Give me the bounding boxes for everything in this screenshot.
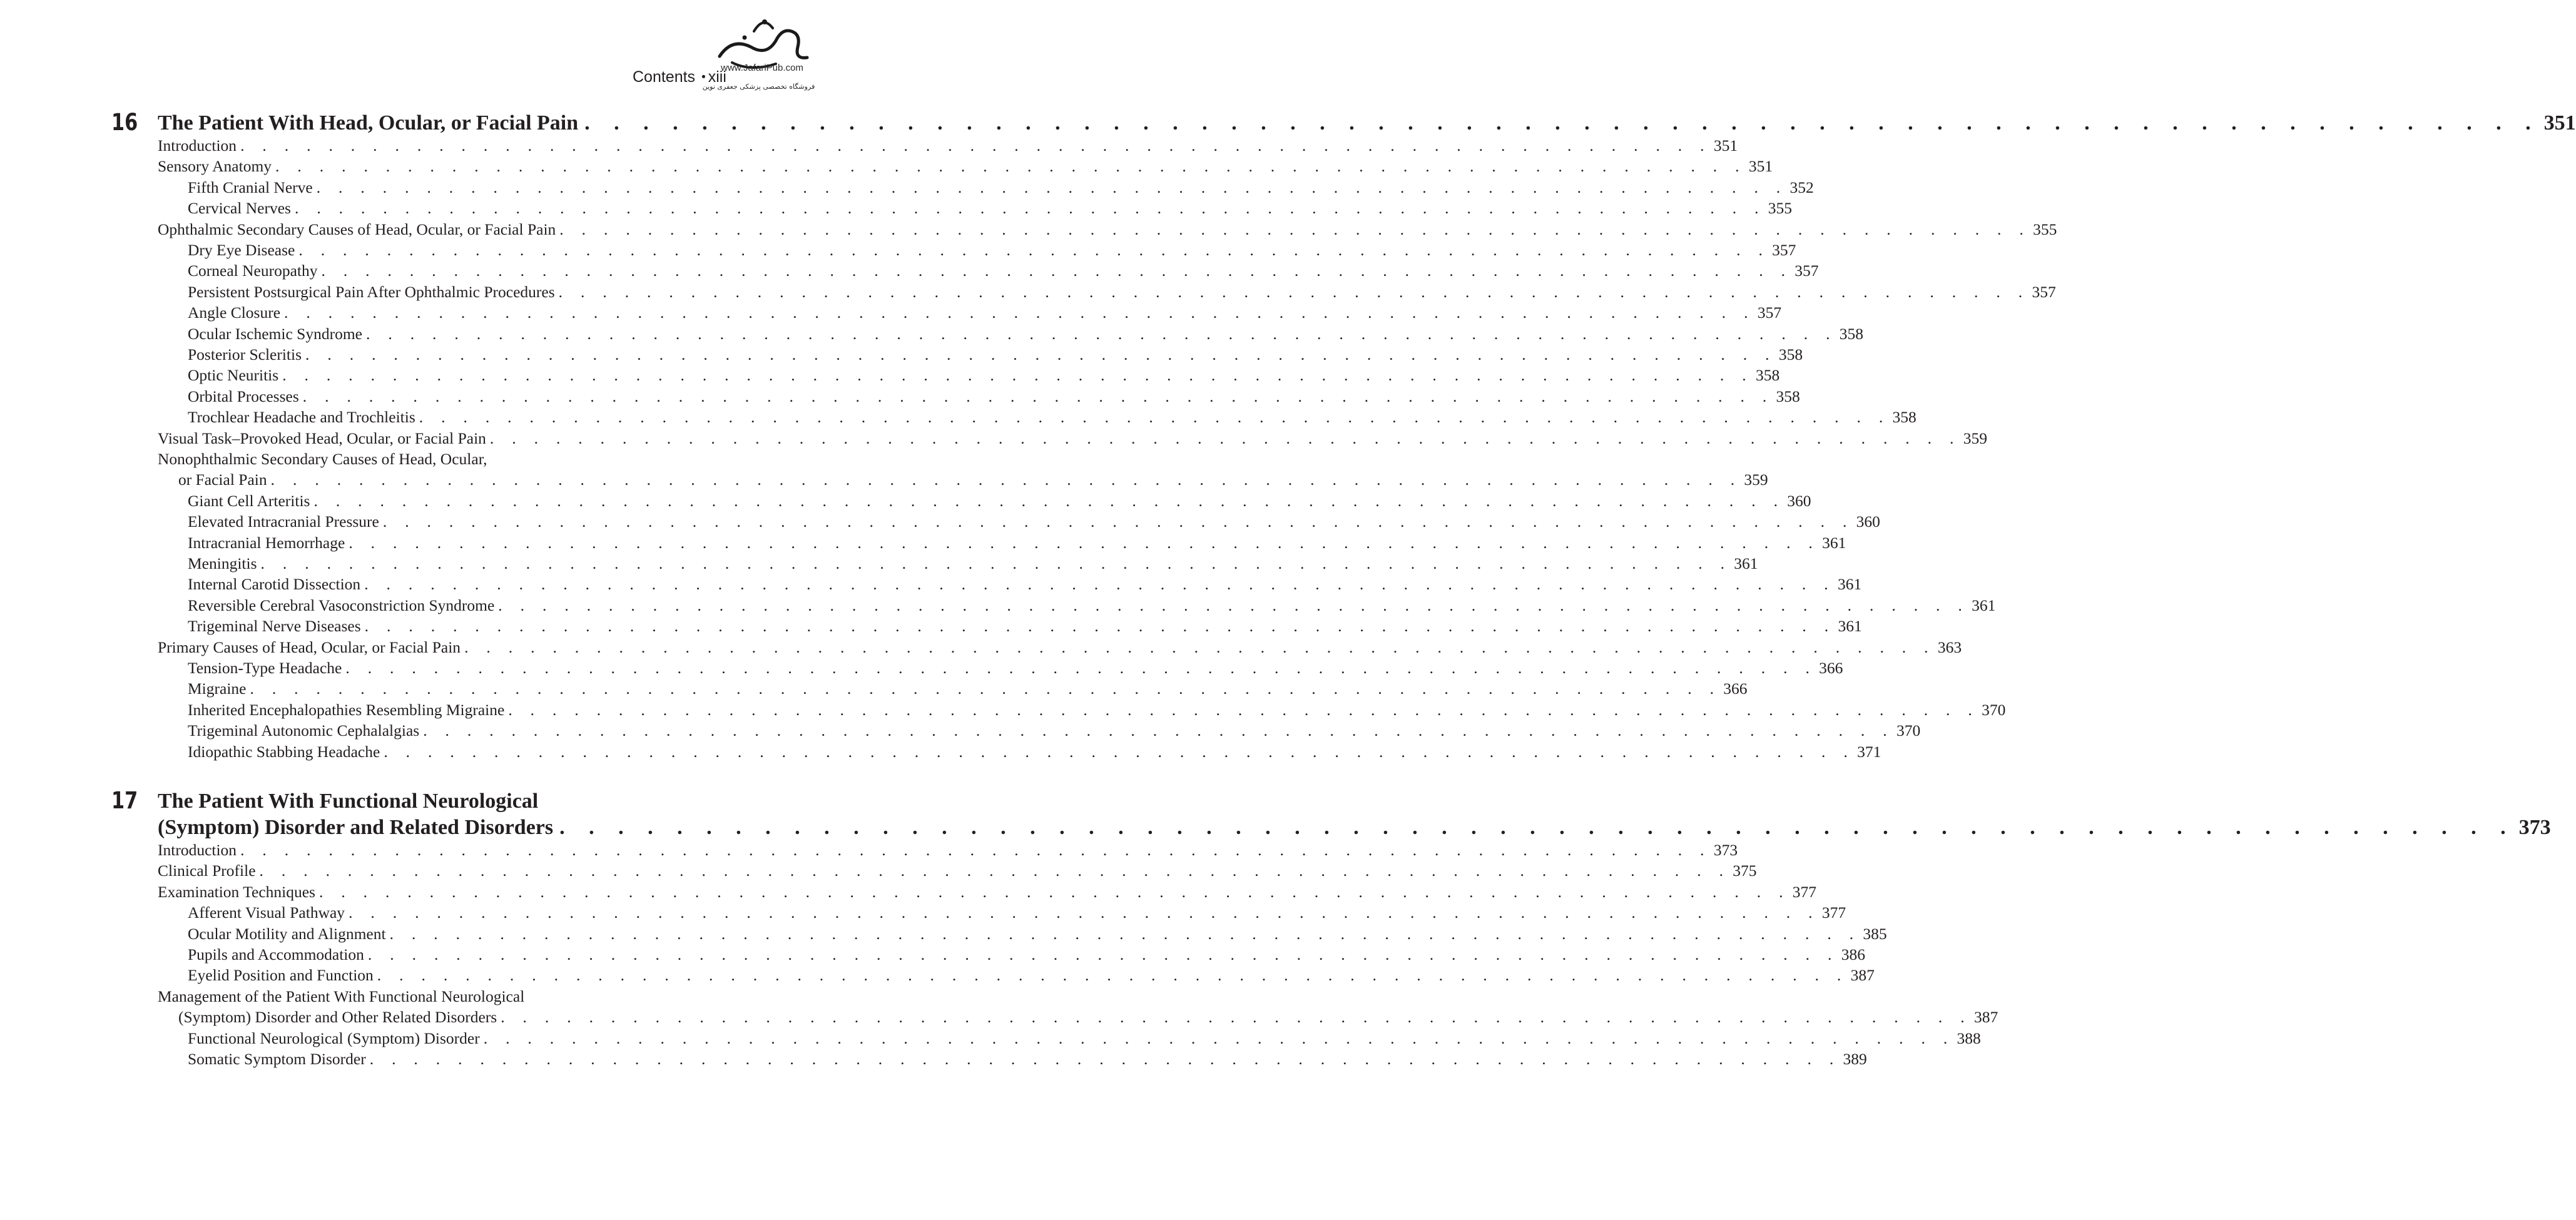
toc-entry[interactable] bbox=[158, 987, 745, 1008]
toc-entry-label: Introduction bbox=[158, 136, 237, 155]
toc-entry-label: Trigeminal Autonomic Cephalalgias bbox=[188, 721, 420, 740]
dot-leader: . . . . . . . . . . . . . . . . . . . . . . . . . . . . . . . . . . . . . . . . . . . . . . . . . . . . . . . . . . . . . . . . . . . bbox=[558, 282, 2030, 301]
toc-entry-page: 375 bbox=[1733, 862, 1757, 880]
toc-entry-label: Cervical Nerves bbox=[188, 199, 291, 218]
toc-entry[interactable] bbox=[158, 429, 1987, 450]
toc-entry[interactable] bbox=[188, 387, 1800, 408]
toc-entry-page: 360 bbox=[1856, 512, 1880, 531]
toc-entry-page: 359 bbox=[1744, 470, 1768, 489]
toc-entry-label: Ocular Motility and Alignment bbox=[188, 924, 386, 943]
toc-entry[interactable] bbox=[158, 157, 1773, 178]
toc-entry-label: Meningitis bbox=[188, 554, 257, 572]
toc-entry-page: 377 bbox=[1792, 882, 1817, 901]
toc-entry[interactable] bbox=[158, 862, 1757, 882]
dot-leader: . . . . . . . . . . . . . . . . . . . . . . . . . . . . . . . . . . . . . . . . . . . . . . . . . . . . . . . . . . . . . . . . . . . bbox=[364, 575, 1835, 594]
toc-entry[interactable] bbox=[188, 966, 1875, 987]
dot-leader: . . . . . . . . . . . . . . . . . . . . . . . . . . . . . . . . . . . . . . . . . . . . . . . . . . . . . . . . . . . . . . . . . . . bbox=[423, 721, 1894, 740]
toc-entry-label: Functional Neurological (Symptom) Disorder bbox=[188, 1029, 480, 1047]
dot-leader: . . . . . . . . . . . . . . . . . . . . . . . . . . . . . . . . . . . . . . . . . . . . . . . . . . . . . . . . . . . . . . . . . . . bbox=[489, 429, 1961, 447]
dot-leader: . . . . . . . . . . . . . . . . . . . . . . . . . . . . . . . . . . . . . . . . . . . . . . . . . . . . . . . . . . . . . . . . . . . bbox=[349, 903, 1820, 922]
toc-entry[interactable] bbox=[188, 742, 1881, 763]
dot-leader: . . . . . . . . . . . . . . . . . . . . . . . . . . . . . . . . . . . . . . . . . . . . . . . . . . . . . . . . . . . . . . . . . . . bbox=[250, 679, 1721, 698]
dot-leader: . . . . . . . . . . . . . . . . . . . . . . . . . . . . . . . . . . . . . . . . . . . . . . . . . . . . . . . . . . . . . . . . . . . bbox=[302, 387, 1774, 405]
toc-entry-label: Reversible Cerebral Vasoconstriction Syndrome bbox=[188, 596, 495, 614]
toc-entry-page: 360 bbox=[1787, 491, 1811, 510]
toc-entry-page: 370 bbox=[1982, 700, 2006, 719]
toc-entry[interactable] bbox=[188, 700, 2006, 721]
toc-entry-label: Giant Cell Arteritis bbox=[188, 491, 310, 510]
dot-leader: . . . . . . . . . . . . . . . . . . . . . . . . . . . . . . . . . . . . . . . . . . . . . . . . . . . . . . . . . . . . . . . . . . . bbox=[305, 345, 1776, 363]
dot-leader: . . . . . . . . . . . . . . . . . . . . . . . . . . . . . . . . . . . . . . . . . . . . . . . . . . . . . . . . . . . . . . . . . . . bbox=[584, 111, 2540, 135]
toc-entry-page: 387 bbox=[1973, 1008, 1998, 1027]
dot-leader: . . . . . . . . . . . . . . . . . . . . . . . . . . . . . . . . . . . . . . . . . . . . . . . . . . . . . . . . . . . . . . . . . . . bbox=[367, 945, 1839, 963]
toc-entry[interactable] bbox=[158, 220, 2057, 241]
toc-entry[interactable] bbox=[188, 575, 1862, 596]
bullet-separator: • bbox=[701, 71, 706, 84]
dot-leader: . . . . . . . . . . . . . . . . . . . . . . . . . . . . . . . . . . . . . . . . . . . . . . . . . . . . . . . . . . . . . . . . . . . bbox=[282, 366, 1753, 385]
toc-entry[interactable] bbox=[188, 491, 1811, 512]
toc-entry-label: Nonophthalmic Secondary Causes of Head, Ocular, bbox=[158, 450, 487, 468]
toc-entry-page: 361 bbox=[1822, 533, 1846, 552]
toc-entry-label: (Symptom) Disorder and Other Related Disorders bbox=[178, 1008, 497, 1027]
toc-entry-label: Eyelid Position and Function bbox=[188, 966, 374, 985]
toc-entry[interactable] bbox=[188, 945, 1865, 966]
toc-entry-page: 387 bbox=[1850, 966, 1875, 985]
dot-leader: . . . . . . . . . . . . . . . . . . . . . . . . . . . . . . . . . . . . . . . . . . . . . . . . . . . . . . . . . . . . . . . . . . . bbox=[316, 178, 1788, 196]
toc-entry[interactable] bbox=[188, 303, 1782, 324]
toc-entry-page: 373 bbox=[1713, 841, 1738, 859]
toc-entry[interactable] bbox=[188, 596, 1996, 617]
chapter-title: (Symptom) Disorder and Related Disorders bbox=[158, 816, 554, 839]
dot-leader: . . . . . . . . . . . . . . . . . . . . . . . . . . . . . . . . . . . . . . . . . . . . . . . . . . . . . . . . . . . . . . . . . . . bbox=[345, 659, 1817, 677]
chapter-number: 16 bbox=[111, 109, 138, 136]
toc-entry-label: Orbital Processes bbox=[188, 387, 299, 405]
toc-entry-label: Tension-Type Headache bbox=[188, 659, 342, 677]
dot-leader: . . . . . . . . . . . . . . . . . . . . . . . . . . . . . . . . . . . . . . . . . . . . . . . . . . . . . . . . . . . . . . . . . . . bbox=[483, 1029, 1955, 1047]
dot-leader: . . . . . . . . . . . . . . . . . . . . . . . . . . . . . . . . . . . . . . . . . . . . . . . . . . . . . . . . . . . . . . . . . . . bbox=[349, 533, 1820, 552]
toc-entry-label: Ocular Ischemic Syndrome bbox=[188, 324, 362, 343]
toc-entry-label: Internal Carotid Dissection bbox=[188, 575, 361, 594]
toc-entry-label: Afferent Visual Pathway bbox=[188, 903, 345, 922]
toc-entry-label: or Facial Pain bbox=[178, 470, 267, 489]
page-header bbox=[0, 0, 845, 100]
toc-entry[interactable] bbox=[188, 554, 1758, 575]
toc-entry[interactable] bbox=[188, 178, 1814, 199]
dot-leader: . . . . . . . . . . . . . . . . . . . . . . . . . . . . . . . . . . . . . . . . . . . . . . . . . . . . . . . . . . . . . . . . . . . bbox=[270, 470, 1742, 489]
toc-entry-label: Posterior Scleritis bbox=[188, 345, 302, 363]
dot-leader: . . . . . . . . . . . . . . . . . . . . . . . . . . . . . . . . . . . . . . . . . . . . . . . . . . . . . . . . . . . . . . . . . . . bbox=[260, 554, 1732, 572]
page-number: xiii bbox=[708, 68, 726, 86]
toc-entry-label: Migraine bbox=[188, 679, 247, 698]
toc-entry-page: 357 bbox=[2032, 282, 2056, 301]
dot-leader: . . . . . . . . . . . . . . . . . . . . . . . . . . . . . . . . . . . . . . . . . . . . . . . . . . . . . . . . . . . . . . . . . . . bbox=[318, 882, 1790, 901]
dot-leader: . . . . . . . . . . . . . . . . . . . . . . . . . . . . . . . . . . . . . . . . . . . . . . . . . . . . . . . . . . . . . . . . . . . bbox=[384, 742, 1855, 761]
toc-entry[interactable] bbox=[188, 366, 1780, 387]
dot-leader: . . . . . . . . . . . . . . . . . . . . . . . . . . . . . . . . . . . . . . . . . . . . . . . . . . . . . . . . . . . . . . . . . . . bbox=[294, 199, 1766, 218]
toc-entry-page: 361 bbox=[1972, 596, 1996, 614]
dot-leader: . . . . . . . . . . . . . . . . . . . . . . . . . . . . . . . . . . . . . . . . . . . . . . . . . . . . . . . . . . . . . . . . . . . bbox=[240, 136, 1711, 155]
toc-entry[interactable] bbox=[188, 408, 1917, 429]
toc-entry[interactable] bbox=[188, 262, 1819, 282]
toc-entry-label: Somatic Symptom Disorder bbox=[188, 1050, 366, 1068]
dot-leader: . . . . . . . . . . . . . . . . . . . . . . . . . . . . . . . . . . . . . . . . . . . . . . . . . . . . . . . . . . . . . . . . . . . bbox=[382, 512, 1854, 531]
chapter-page[interactable]: 351 bbox=[2543, 111, 2576, 135]
toc-entry[interactable] bbox=[188, 659, 1843, 679]
toc-entry[interactable] bbox=[188, 924, 1887, 945]
toc-entry[interactable] bbox=[188, 679, 1748, 700]
toc-entry-label: Pupils and Accommodation bbox=[188, 945, 364, 963]
toc-entry-page: 370 bbox=[1896, 721, 1921, 740]
toc-entry-page: 363 bbox=[1937, 638, 1962, 656]
dot-leader: . . . . . . . . . . . . . . . . . . . . . . . . . . . . . . . . . . . . . . . . . . . . . . . . . . . . . . . . . . . . . . . . . . . bbox=[366, 324, 1837, 343]
toc-entry[interactable] bbox=[188, 512, 1880, 533]
toc-entry[interactable] bbox=[178, 1008, 1998, 1029]
dot-leader: . . . . . . . . . . . . . . . . . . . . . . . . . . . . . . . . . . . . . . . . . . . . . . . . . . . . . . . . . . . . . . . . . . . bbox=[508, 700, 1980, 719]
toc-entry-page: 357 bbox=[1795, 262, 1819, 280]
dot-leader: . . . . . . . . . . . . . . . . . . . . . . . . . . . . . . . . . . . . . . . . . . . . . . . . . . . . . . . . . . . . . . . . . . . bbox=[275, 157, 1746, 176]
toc-entry[interactable] bbox=[188, 533, 1846, 554]
dot-leader: . . . . . . . . . . . . . . . . . . . . . . . . . . . . . . . . . . . . . . . . . . . . . . . . . . . . . . . . . . . . . . . . . . . bbox=[259, 862, 1731, 880]
toc-entry-page: 355 bbox=[1768, 199, 1792, 218]
toc-entry-page: 386 bbox=[1841, 945, 1865, 963]
toc-entry-label: Persistent Postsurgical Pain After Ophthalmic Procedures bbox=[188, 282, 555, 301]
toc-entry-label: Angle Closure bbox=[188, 303, 281, 322]
toc-entry[interactable] bbox=[188, 282, 2056, 303]
dot-leader: . . . . . . . . . . . . . . . . . . . . . . . . . . . . . . . . . . . . . . . . . . . . . . . . . . . . . . . . . . . . . . . . . . . bbox=[284, 303, 1755, 322]
toc-entry-page: 358 bbox=[1755, 366, 1780, 385]
toc-entry-page: 389 bbox=[1843, 1050, 1867, 1068]
chapter-number: 17 bbox=[111, 787, 138, 814]
toc-entry-page: 352 bbox=[1789, 178, 1814, 196]
chapter-title: The Patient With Functional Neurological bbox=[158, 790, 539, 813]
toc-entry-label: Dry Eye Disease bbox=[188, 241, 295, 259]
dot-leader: . . . . . . . . . . . . . . . . . . . . . . . . . . . . . . . . . . . . . . . . . . . . . . . . . . . . . . . . . . . . . . . . . . . bbox=[559, 220, 2031, 238]
toc-entry[interactable] bbox=[158, 841, 1738, 862]
toc-entry-label: Idiopathic Stabbing Headache bbox=[188, 742, 380, 761]
chapter-page[interactable]: 373 bbox=[2518, 816, 2551, 839]
toc-entry-page: 357 bbox=[1772, 241, 1796, 259]
dot-leader: . . . . . . . . . . . . . . . . . . . . . . . . . . . . . . . . . . . . . . . . . . . . . . . . . . . . . . . . . . . . . . . . . . . bbox=[498, 596, 1970, 614]
toc-entry-page: 358 bbox=[1839, 324, 1864, 343]
toc-entry-page: 361 bbox=[1734, 554, 1758, 572]
toc-entry-label: Inherited Encephalopathies Resembling Migraine bbox=[188, 700, 505, 719]
toc-entry[interactable] bbox=[188, 1029, 1981, 1050]
toc-entry-label: Examination Techniques bbox=[158, 882, 315, 901]
toc-entry-page: 358 bbox=[1892, 408, 1917, 427]
toc-entry-page: 388 bbox=[1957, 1029, 1981, 1047]
toc-entry-label: Optic Neuritis bbox=[188, 366, 279, 385]
dot-leader: . . . . . . . . . . . . . . . . . . . . . . . . . . . . . . . . . . . . . . . . . . . . . . . . . . . . . . . . . . . . . . . . . . . bbox=[313, 491, 1785, 510]
dot-leader: . . . . . . . . . . . . . . . . . . . . . . . . . . . . . . . . . . . . . . . . . . . . . . . . . . . . . . . . . . . . . . . . . . . bbox=[377, 966, 1848, 985]
toc-entry-page: 351 bbox=[1748, 157, 1773, 176]
toc-entry[interactable] bbox=[188, 324, 1864, 345]
toc-entry-label: Visual Task–Provoked Head, Ocular, or Facial Pain bbox=[158, 429, 486, 447]
chapter-title-line bbox=[158, 816, 2551, 842]
toc-entry[interactable] bbox=[188, 199, 1792, 220]
toc-entry-page: 361 bbox=[1837, 575, 1862, 594]
toc-entry-label: Clinical Profile bbox=[158, 862, 256, 880]
toc-entry-page: 385 bbox=[1863, 924, 1887, 943]
toc-entry-page: 351 bbox=[1713, 136, 1738, 155]
toc-entry[interactable] bbox=[188, 241, 1796, 262]
toc-entry-page: 371 bbox=[1857, 742, 1881, 761]
toc-entry-label: Corneal Neuropathy bbox=[188, 262, 318, 280]
toc-entry-page: 358 bbox=[1778, 345, 1803, 363]
chapter-title-line bbox=[158, 790, 745, 816]
dot-leader: . . . . . . . . . . . . . . . . . . . . . . . . . . . . . . . . . . . . . . . . . . . . . . . . . . . . . . . . . . . . . . . . . . . bbox=[419, 408, 1890, 427]
toc-entry-label: Ophthalmic Secondary Causes of Head, Ocular, or Facial Pain bbox=[158, 220, 556, 238]
toc-entry-label: Trochlear Headache and Trochleitis bbox=[188, 408, 415, 427]
toc-entry-label: Trigeminal Nerve Diseases bbox=[188, 617, 361, 636]
toc-entry-page: 355 bbox=[2033, 220, 2057, 238]
toc-entry-page: 377 bbox=[1821, 903, 1846, 922]
dot-leader: . . . . . . . . . . . . . . . . . . . . . . . . . . . . . . . . . . . . . . . . . . . . . . . . . . . . . . . . . . . . . . . . . . . bbox=[464, 638, 1935, 656]
toc-entry[interactable] bbox=[178, 470, 1768, 491]
toc-entry-page: 357 bbox=[1757, 303, 1782, 322]
toc-entry[interactable] bbox=[188, 721, 1921, 742]
dot-leader: . . . . . . . . . . . . . . . . . . . . . . . . . . . . . . . . . . . . . . . . . . . . . . . . . . . . . . . . . . . . . . . . . . . bbox=[321, 262, 1793, 280]
toc-entry-label: Primary Causes of Head, Ocular, or Facial Pain bbox=[158, 638, 461, 656]
dot-leader: . . . . . . . . . . . . . . . . . . . . . . . . . . . . . . . . . . . . . . . . . . . . . . . . . . . . . . . . . . . . . . . . . . . bbox=[501, 1008, 1972, 1027]
toc-entry-page: 361 bbox=[1838, 617, 1862, 636]
toc-entry-page: 359 bbox=[1963, 429, 1987, 447]
dot-leader: . . . . . . . . . . . . . . . . . . . . . . . . . . . . . . . . . . . . . . . . . . . . . . . . . . . . . . . . . . . . . . . . . . . bbox=[389, 924, 1861, 943]
chapter-title: The Patient With Head, Ocular, or Facial Pain bbox=[158, 111, 579, 135]
toc-entry[interactable] bbox=[188, 617, 1862, 638]
toc-entry-page: 358 bbox=[1776, 387, 1800, 405]
dot-leader: . . . . . . . . . . . . . . . . . . . . . . . . . . . . . . . . . . . . . . . . . . . . . . . . . . . . . . . . . . . . . . . . . . . bbox=[559, 816, 2515, 839]
toc-entry-page: 366 bbox=[1723, 679, 1748, 698]
dot-leader: . . . . . . . . . . . . . . . . . . . . . . . . . . . . . . . . . . . . . . . . . . . . . . . . . . . . . . . . . . . . . . . . . . . bbox=[364, 617, 1836, 636]
chapter-title-line bbox=[158, 111, 2576, 138]
toc-entry-label: Management of the Patient With Functional Neurological bbox=[158, 987, 525, 1005]
toc-entry[interactable] bbox=[158, 136, 1738, 157]
toc-entry[interactable] bbox=[158, 450, 745, 470]
toc-entry[interactable] bbox=[188, 903, 1846, 924]
toc-entry[interactable] bbox=[188, 1050, 1867, 1070]
toc-entry-label: Elevated Intracranial Pressure bbox=[188, 512, 379, 531]
toc-entry-label: Sensory Anatomy bbox=[158, 157, 272, 176]
toc-entry-label: Introduction bbox=[158, 841, 237, 859]
dot-leader: . . . . . . . . . . . . . . . . . . . . . . . . . . . . . . . . . . . . . . . . . . . . . . . . . . . . . . . . . . . . . . . . . . . bbox=[369, 1050, 1841, 1068]
toc-entry[interactable] bbox=[188, 345, 1803, 366]
toc-entry-page: 366 bbox=[1819, 659, 1843, 677]
publisher-url: www.JafariPub.com bbox=[721, 63, 803, 73]
toc-entry-label: Fifth Cranial Nerve bbox=[188, 178, 313, 196]
toc-entry[interactable] bbox=[158, 882, 1817, 903]
publisher-tagline: فروشگاه تخصصی پزشکی جعفری نوین bbox=[702, 83, 815, 91]
toc-entry[interactable] bbox=[158, 638, 1962, 659]
dot-leader: . . . . . . . . . . . . . . . . . . . . . . . . . . . . . . . . . . . . . . . . . . . . . . . . . . . . . . . . . . . . . . . . . . . bbox=[298, 241, 1770, 259]
toc-entry-label: Intracranial Hemorrhage bbox=[188, 533, 345, 552]
section-label: Contents bbox=[633, 68, 696, 86]
dot-leader: . . . . . . . . . . . . . . . . . . . . . . . . . . . . . . . . . . . . . . . . . . . . . . . . . . . . . . . . . . . . . . . . . . . bbox=[240, 841, 1711, 859]
running-head bbox=[633, 68, 726, 86]
